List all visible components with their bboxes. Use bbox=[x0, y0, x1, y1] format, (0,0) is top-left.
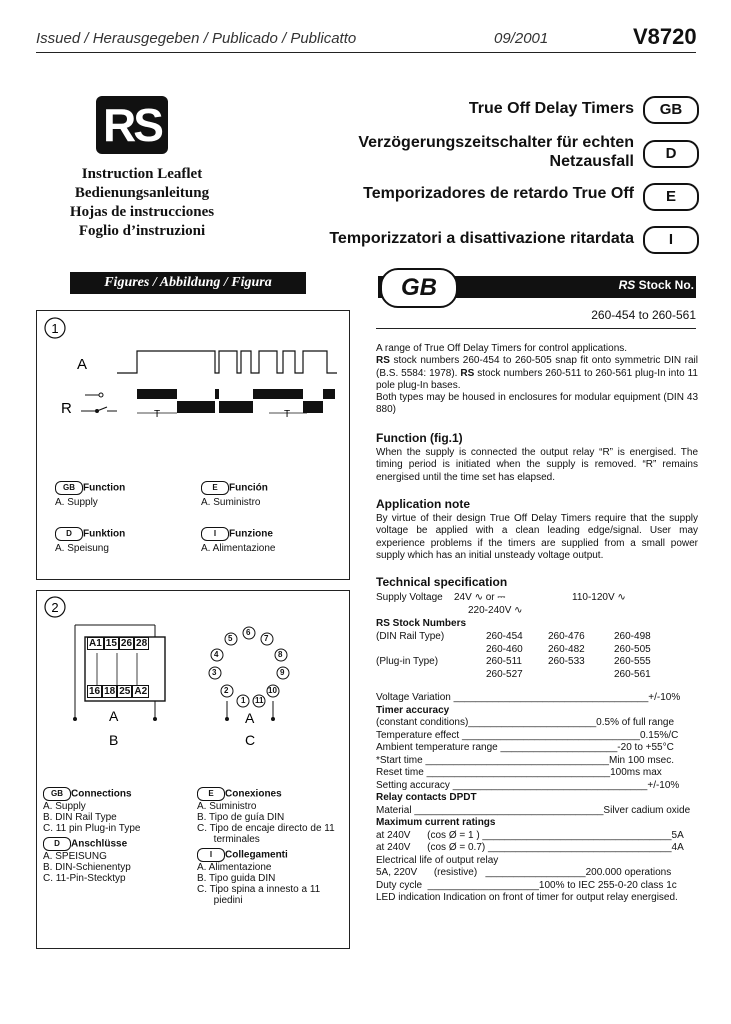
waveform-r-bar3 bbox=[219, 401, 253, 413]
spec-row: Material __________________________________Silver cadium oxide bbox=[376, 804, 691, 816]
mini-badge-e: E bbox=[197, 787, 225, 801]
title-d-line2: Netzausfall bbox=[549, 153, 634, 170]
rs-bold: RS bbox=[460, 367, 475, 379]
stock-cell: 260-476 bbox=[548, 631, 585, 642]
fig1-legend-e bbox=[201, 481, 268, 508]
waveform-r-bar7 bbox=[323, 389, 335, 399]
figure-1-box bbox=[36, 310, 350, 580]
terminal: A1 bbox=[89, 638, 102, 649]
stock-cell: 260-561 bbox=[614, 668, 651, 680]
spec-row: Maximum current ratings bbox=[376, 817, 496, 828]
pin-layout bbox=[209, 627, 289, 707]
spec-row: Relay contacts DPDT bbox=[376, 792, 477, 803]
issue-date: 09/2001 bbox=[494, 30, 549, 47]
intro-line3: Both types may be housed in enclosures for modular equipment (DIN 43 880) bbox=[376, 392, 698, 416]
mini-badge-d: D bbox=[55, 527, 83, 541]
stock-cell: 260-482 bbox=[548, 643, 585, 655]
din-terminals-bottom bbox=[87, 686, 149, 697]
supply-110v: 110-120V ∿ bbox=[572, 592, 626, 603]
mini-badge-i: I bbox=[197, 848, 225, 862]
fig2-gb-item: A. Supply bbox=[43, 801, 86, 812]
pin-11: 11 bbox=[255, 696, 264, 705]
intro-line1: A range of True Off Delay Timers for control applications. bbox=[376, 343, 628, 354]
application-heading: Application note bbox=[376, 497, 470, 511]
plug-label: (Plug-in Type) bbox=[376, 656, 439, 667]
spec-row: Duty cycle ____________________100% to IEC 255-0-20 class 1c bbox=[376, 879, 677, 891]
spec-row: 5A, 220V (resistive) __________________200.000 operations bbox=[376, 867, 672, 878]
terminal: 25 bbox=[119, 686, 131, 697]
spec-row: Temperature effect ________________________________0.15%/C bbox=[376, 729, 679, 741]
instruction-de: Bedienungsanleitung bbox=[74, 185, 210, 201]
instruction-es: Hojas de instrucciones bbox=[69, 204, 215, 220]
figure-2-box bbox=[36, 590, 350, 949]
badge-e: E bbox=[643, 183, 699, 211]
instruction-en: Instruction Leaflet bbox=[81, 166, 203, 182]
pin-10: 10 bbox=[268, 686, 277, 695]
fig1-d-title: Funktion bbox=[83, 528, 126, 540]
din-terminals-top bbox=[87, 638, 149, 649]
supply-label: Supply Voltage bbox=[376, 592, 443, 603]
fig2-d-title: Anschlüsse bbox=[71, 838, 128, 850]
title-e: Temporizadores de retardo True Off bbox=[363, 185, 634, 202]
fig2-e-item: terminales bbox=[197, 834, 260, 845]
waveform-r-bar5 bbox=[253, 389, 303, 399]
waveform-a bbox=[117, 351, 337, 373]
spec-row: Setting accuracy ___________________________________+/-10% bbox=[376, 779, 680, 791]
fig2-label-b: B bbox=[109, 732, 119, 748]
pin-5: 5 bbox=[228, 634, 233, 643]
terminal: A2 bbox=[134, 686, 148, 697]
fig1-label-r: R bbox=[61, 400, 72, 417]
intro-line2-text: stock numbers 260-454 to 260-505 snap fit onto symmetric DIN rail (B.S. 5584: 1978). bbox=[376, 355, 698, 379]
gb-section-badge: GB bbox=[380, 268, 458, 308]
fig1-i-item: A. Alimentazione bbox=[201, 543, 276, 554]
badge-gb: GB bbox=[643, 96, 699, 124]
stock-text: Stock No. bbox=[635, 278, 694, 292]
fig2-gb-item: C. 11 pin Plug-in Type bbox=[43, 823, 141, 834]
pin-6: 6 bbox=[246, 628, 251, 637]
din-label: (DIN Rail Type) bbox=[376, 631, 445, 642]
figure-2-diagram bbox=[37, 591, 349, 751]
supply-voltage bbox=[376, 592, 696, 617]
spec-list bbox=[376, 692, 696, 905]
spec-row: at 240V (cos Ø = 1 ) __________________________________5A bbox=[376, 829, 684, 841]
fig2-d-item: C. 11-Pin-Stecktyp bbox=[43, 873, 126, 884]
fig1-label-t2: T bbox=[283, 409, 291, 420]
figure-1-number: 1 bbox=[51, 321, 59, 336]
fig1-label-t1: T bbox=[153, 409, 161, 420]
stock-cell: 260-555 bbox=[614, 656, 651, 667]
stock-range: 260-454 to 260-561 bbox=[591, 308, 696, 322]
terminal: 28 bbox=[136, 638, 148, 649]
fig2-label-c: C bbox=[245, 732, 256, 748]
application-text: By virtue of their design True Off Delay Timers require that the supply voltage be applied with a clean leading edge/signal. User may experience problems if the timers are supplied from a small power supply which has an initial unsteady voltage output. bbox=[376, 513, 698, 561]
waveform-r-bar6 bbox=[303, 401, 323, 413]
figure-2-number: 2 bbox=[51, 600, 59, 615]
fig1-d-item: A. Speisung bbox=[55, 543, 109, 554]
stock-cell: 260-460 bbox=[486, 643, 523, 655]
terminal: 16 bbox=[89, 686, 101, 697]
fig1-e-title: Función bbox=[229, 482, 268, 494]
spec-row: (constant conditions)_______________________0.5% of full range bbox=[376, 717, 675, 728]
function-text: When the supply is connected the output relay “R” is energised. The timing period is initiated when the supply is removed. “R” remains energised until the time set has elapsed. bbox=[376, 447, 698, 483]
fig2-e-item: C. Tipo de encaje directo de 11 bbox=[197, 823, 335, 834]
fig2-e-item: B. Tipo de guía DIN bbox=[197, 812, 285, 823]
badge-i: I bbox=[643, 226, 699, 254]
fig2-i-item: B. Tipo guida DIN bbox=[197, 873, 276, 884]
spec-row: Reset time _________________________________100ms max bbox=[376, 767, 662, 778]
tech-heading: Technical specification bbox=[376, 575, 508, 589]
supply-24v: 24V ∿ or ⎓ bbox=[454, 592, 506, 603]
spec-row: Voltage Variation ___________________________________+/-10% bbox=[376, 692, 681, 703]
fig2-legend-gb bbox=[43, 787, 193, 884]
mini-badge-gb: GB bbox=[55, 481, 83, 495]
terminal: 15 bbox=[105, 638, 117, 649]
fig2-d-item: A. SPEISUNG bbox=[43, 851, 107, 862]
stock-numbers-heading: RS Stock Numbers bbox=[376, 618, 467, 629]
figures-bar: Figures / Abbildung / Figura bbox=[70, 272, 306, 294]
terminal: 18 bbox=[104, 686, 116, 697]
fig2-i-item: A. Alimentazione bbox=[197, 862, 272, 873]
fig2-gb-item: B. DIN Rail Type bbox=[43, 812, 117, 823]
spec-row: Ambient temperature range _____________________-20 to +55°C bbox=[376, 742, 674, 753]
fig1-e-item: A. Suministro bbox=[201, 497, 261, 508]
intro-text bbox=[376, 343, 698, 417]
supply-220v: 220-240V ∿ bbox=[468, 604, 523, 616]
terminal: 26 bbox=[120, 638, 133, 649]
pin-1: 1 bbox=[241, 696, 246, 705]
fig2-label-a1: A bbox=[109, 708, 119, 724]
badge-d: D bbox=[643, 140, 699, 168]
stock-rule bbox=[376, 328, 696, 329]
stock-cell: 260-533 bbox=[548, 656, 585, 667]
title-d-line1: Verzögerungszeitschalter für echten bbox=[358, 134, 634, 151]
function-heading: Function (fig.1) bbox=[376, 431, 463, 445]
fig2-i-item: C. Tipo spina a innesto a 11 bbox=[197, 884, 321, 895]
stock-cell: 260-454 bbox=[486, 631, 523, 642]
fig2-gb-title: Connections bbox=[71, 788, 132, 800]
title-i: Temporizzatori a disattivazione ritardata bbox=[329, 230, 634, 247]
title-d bbox=[358, 133, 634, 171]
mini-badge-e: E bbox=[201, 481, 229, 495]
waveform-r-bar2 bbox=[215, 389, 219, 399]
fig1-legend-gb bbox=[55, 481, 125, 508]
fig2-i-title: Collegamenti bbox=[225, 849, 288, 861]
stock-no-label bbox=[560, 278, 694, 292]
spec-row: *Start time _________________________________Min 100 msec. bbox=[376, 754, 675, 766]
fig1-legend-d bbox=[55, 527, 125, 554]
stock-cell: 260-527 bbox=[486, 668, 523, 680]
pin-4: 4 bbox=[214, 650, 219, 659]
stock-rs: RS bbox=[618, 278, 636, 292]
rs-bold: RS bbox=[376, 355, 390, 367]
fig2-label-a2: A bbox=[245, 710, 255, 726]
fig2-i-item: piedini bbox=[197, 895, 243, 906]
mini-badge-i: I bbox=[201, 527, 229, 541]
stock-numbers-table bbox=[376, 631, 696, 681]
fig2-legend-e bbox=[197, 787, 345, 906]
waveform-r-bar1 bbox=[137, 389, 177, 399]
pin-7: 7 bbox=[264, 634, 269, 643]
spec-row: LED indication Indication on front of timer for output relay energised. bbox=[376, 892, 678, 903]
instruction-it: Foglio d’instruzioni bbox=[78, 223, 206, 239]
mini-badge-d: D bbox=[43, 837, 71, 851]
stock-cell: 260-511 bbox=[486, 656, 522, 667]
intro-line2 bbox=[376, 355, 698, 392]
header-rule bbox=[36, 52, 696, 53]
document-code: V8720 bbox=[633, 24, 697, 49]
pin-8: 8 bbox=[278, 650, 283, 659]
fig1-legend-i bbox=[201, 527, 276, 554]
fig1-gb-item: A. Supply bbox=[55, 497, 98, 508]
fig1-label-a: A bbox=[77, 356, 88, 373]
instruction-titles bbox=[36, 165, 248, 241]
spec-row: at 240V (cos Ø = 0.7) _________________________________4A bbox=[376, 842, 684, 853]
mini-badge-gb: GB bbox=[43, 787, 71, 801]
fig1-gb-title: Function bbox=[83, 482, 126, 494]
waveform-a-fill bbox=[137, 351, 215, 373]
pin-3: 3 bbox=[212, 668, 217, 677]
fig2-d-item: B. DIN-Schienentyp bbox=[43, 862, 131, 873]
spec-row: Timer accuracy bbox=[376, 704, 450, 716]
title-gb: True Off Delay Timers bbox=[468, 100, 634, 117]
fig2-e-item: A. Suministro bbox=[197, 801, 257, 812]
stock-cell: 260-505 bbox=[614, 643, 651, 655]
rs-logo bbox=[96, 96, 168, 154]
waveform-r-bar4 bbox=[177, 401, 215, 413]
issued-line: Issued / Herausgegeben / Publicado / Publicatto bbox=[36, 30, 357, 47]
pin-2: 2 bbox=[224, 686, 229, 695]
pin-9: 9 bbox=[280, 668, 285, 677]
fig1-i-title: Funzione bbox=[229, 528, 273, 540]
fig2-e-title: Conexiones bbox=[225, 788, 282, 800]
intro-line2b-text: stock numbers 260-511 to 260-561 plug-In into 11 pole plug-In bases. bbox=[376, 367, 698, 391]
spec-row: Electrical life of output relay bbox=[376, 854, 499, 866]
rs-logo-text: RS bbox=[103, 99, 161, 151]
stock-cell: 260-498 bbox=[614, 631, 651, 642]
